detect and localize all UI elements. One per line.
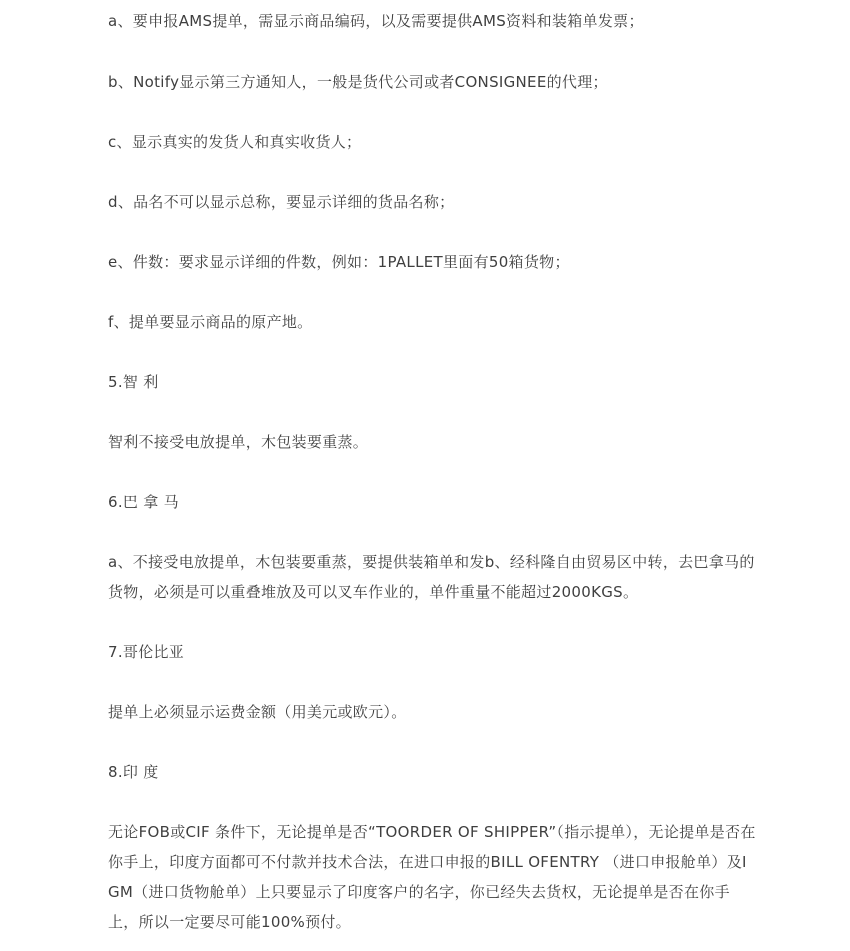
section-heading-colombia: 7.哥伦比亚 — [108, 643, 185, 661]
paragraph-shipper: c、显示真实的发货人和真实收货人； — [108, 133, 362, 151]
paragraph-pieces: e、件数：要求显示详细的件数，例如：1PALLET里面有50箱货物； — [108, 253, 570, 271]
paragraph-notify: b、Notify显示第三方通知人，一般是货代公司或者CONSIGNEE的代理； — [108, 73, 608, 91]
section-heading-chile: 5.智 利 — [108, 373, 159, 391]
paragraph-ams: a、要申报AMS提单，需显示商品编码，以及需要提供AMS资料和装箱单发票； — [108, 12, 644, 30]
paragraph-goods-name: d、品名不可以显示总称，要显示详细的货品名称； — [108, 193, 455, 211]
paragraph-origin: f、提单要显示商品的原产地。 — [108, 313, 313, 331]
paragraph-india: 无论FOB或CIF 条件下，无论提单是否“TOORDER OF SHIPPER”（指示提单），无论提单是否在你手上，印度方面都可不付款并技术合法，在进口申报的BILL OFENTRY （进口申报舱单）及IGM（进口货物舱单）上只要显示了印度客户的名字，你已经失去货权，无论提单是否在你手上，所以一定要尽可能100%预付。 — [108, 823, 756, 931]
section-heading-india: 8.印 度 — [108, 763, 159, 781]
paragraph-chile: 智利不接受电放提单，木包装要重蒸。 — [108, 433, 369, 451]
paragraph-panama: a、不接受电放提单，木包装要重蒸，要提供装箱单和发b、经科隆自由贸易区中转，去巴拿马的货物，必须是可以重叠堆放及可以叉车作业的，单件重量不能超过2000KGS。 — [108, 553, 755, 601]
paragraph-colombia: 提单上必须显示运费金额（用美元或欧元）。 — [108, 703, 407, 721]
section-heading-panama: 6.巴 拿 马 — [108, 493, 179, 511]
